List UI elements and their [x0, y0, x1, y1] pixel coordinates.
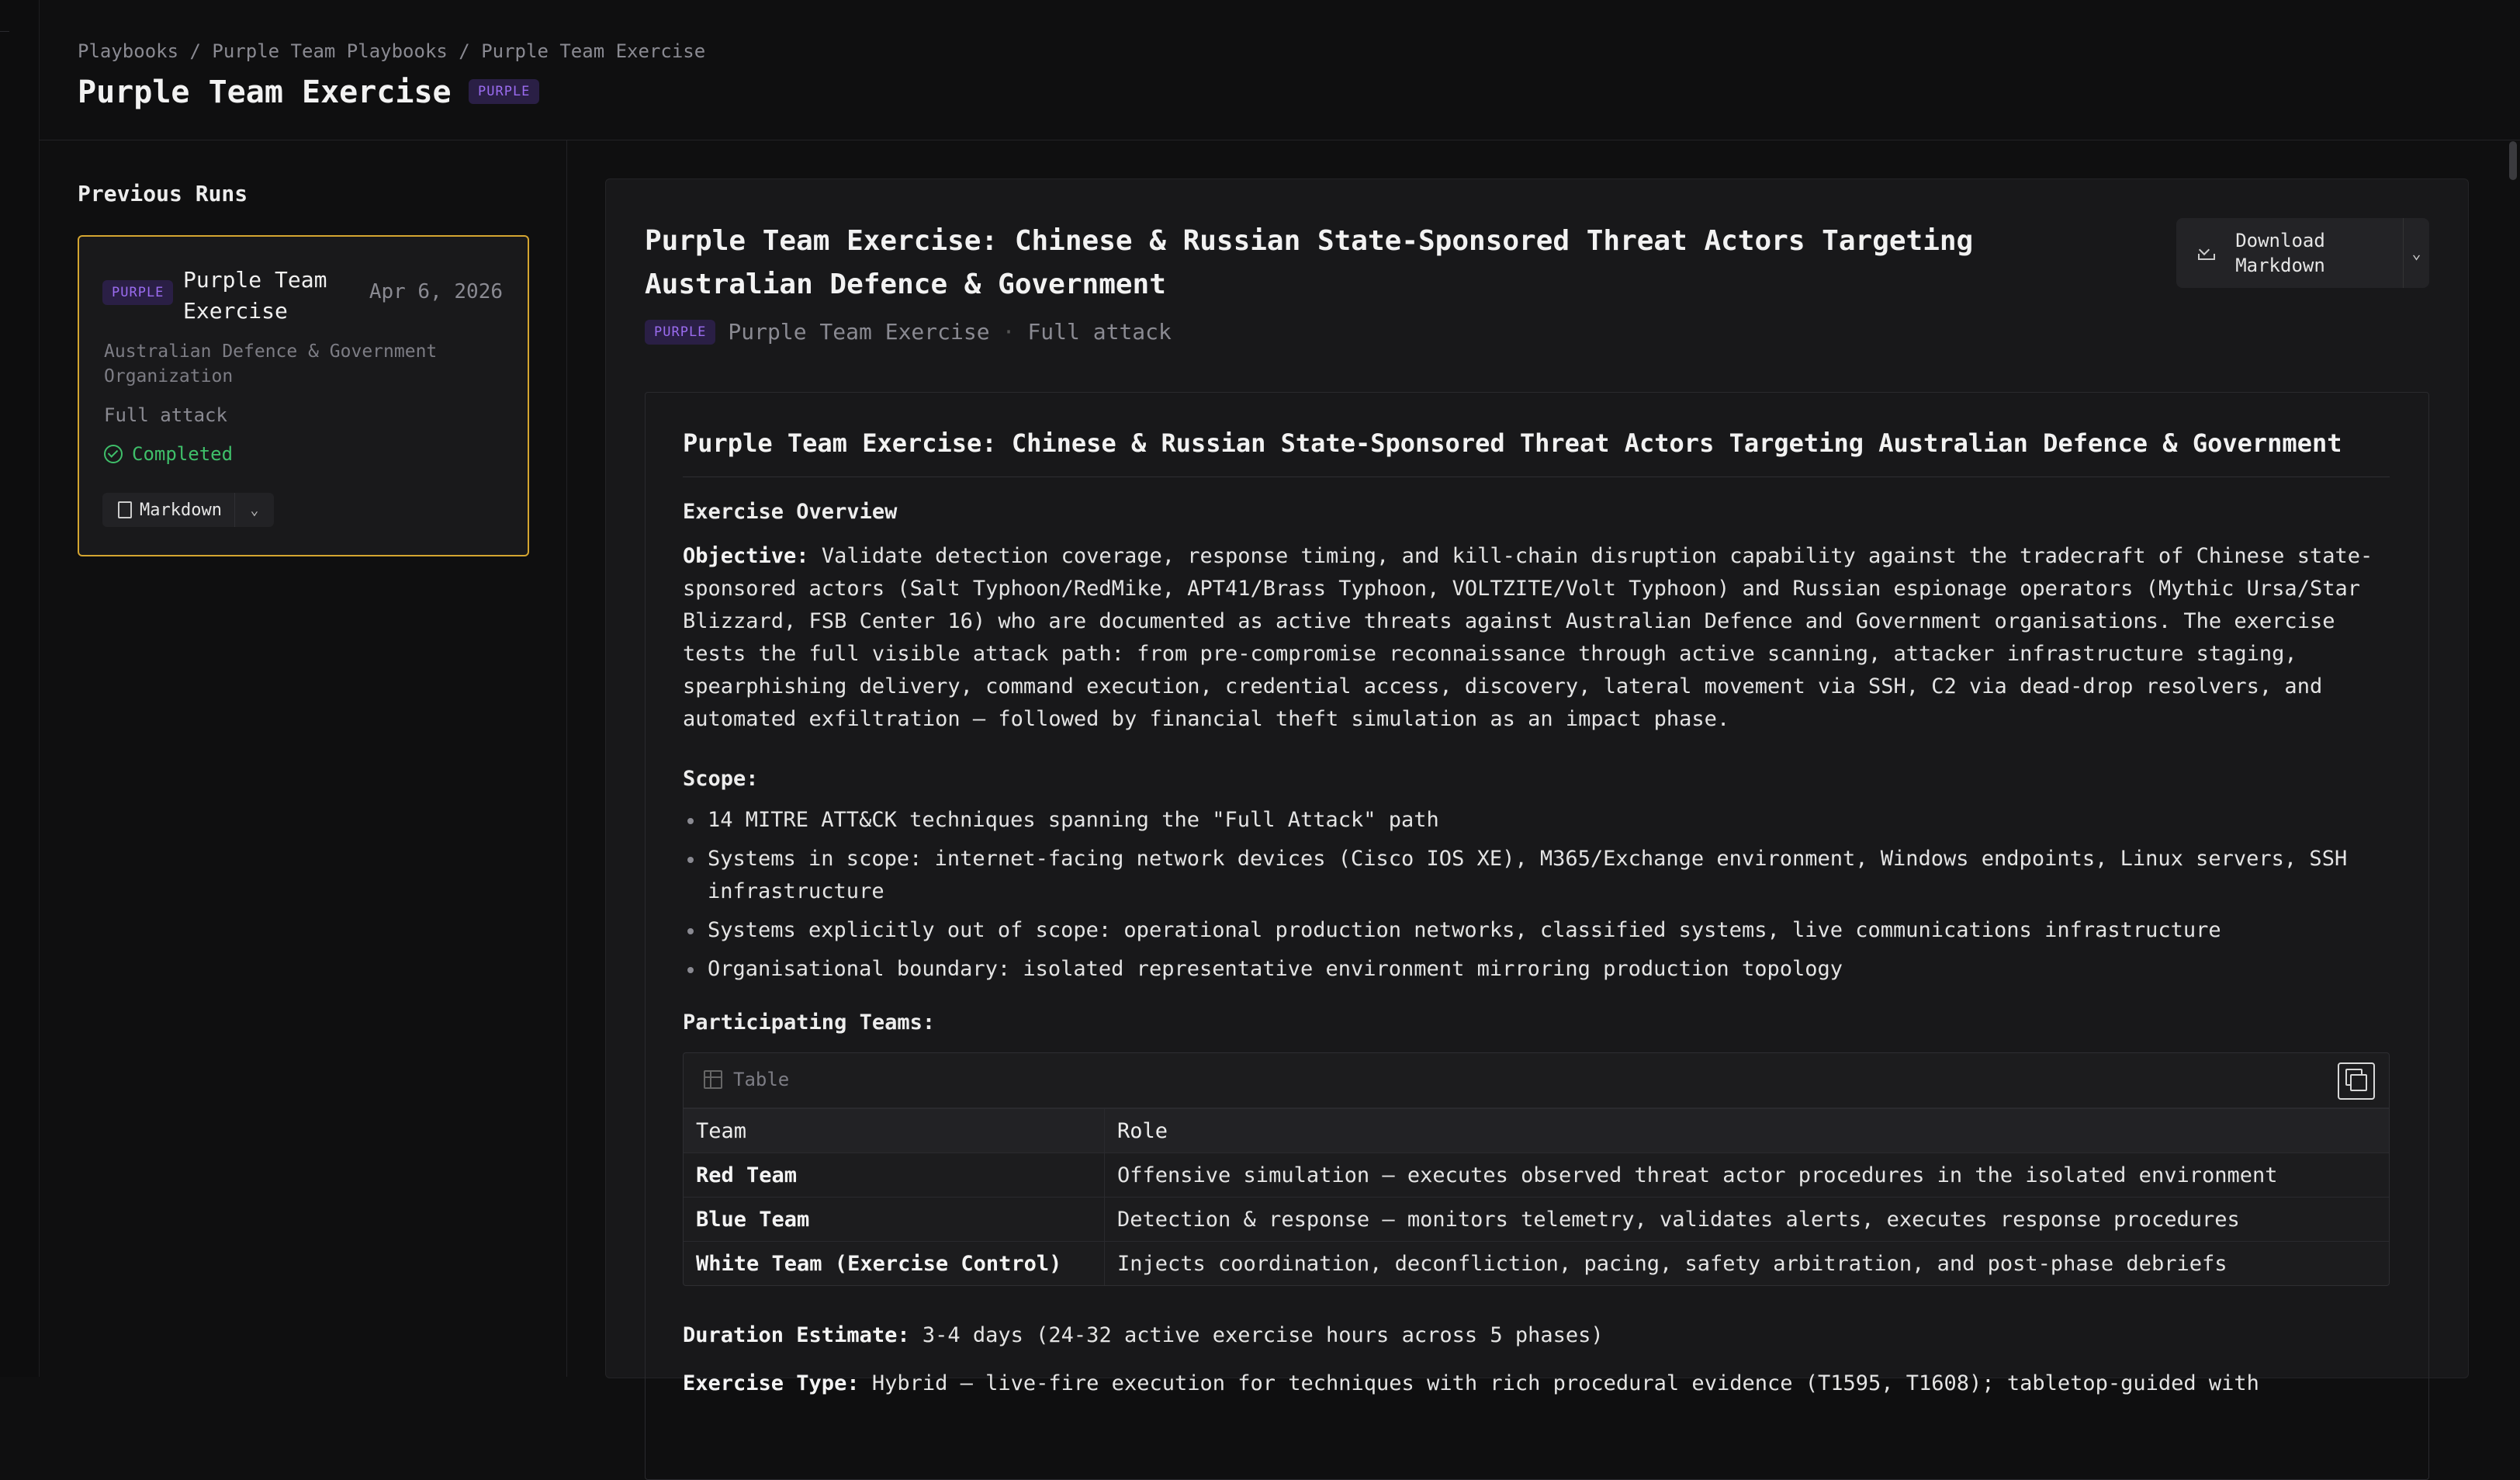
purple-badge: PURPLE [469, 79, 539, 104]
report-badge: PURPLE [645, 320, 715, 345]
run-status-label: Completed [132, 443, 234, 465]
previous-runs-sidebar [39, 140, 567, 1377]
table-row [684, 1153, 2389, 1198]
breadcrumb-playbooks[interactable]: Playbooks [78, 40, 179, 62]
meta-separator: · [1002, 319, 1016, 345]
objective-label: Objective: [683, 544, 809, 568]
report-meta-name: Purple Team Exercise [728, 319, 990, 345]
table-cell: Blue Team [684, 1198, 1105, 1242]
run-title: Purple Team Exercise [183, 267, 327, 324]
table-cell: Red Team [684, 1153, 1105, 1198]
markdown-split-button [102, 493, 274, 527]
list-item: Systems explicitly out of scope: operational production networks, classified systems, live communications infrastructure [683, 914, 2390, 947]
chevron-down-icon[interactable]: ⌄ [2411, 244, 2421, 262]
previous-runs-heading: Previous Runs [78, 181, 248, 206]
left-gutter [0, 0, 40, 1377]
table-cell: White Team (Exercise Control) [684, 1242, 1105, 1286]
check-circle-icon [104, 445, 123, 463]
duration-label: Duration Estimate: [683, 1323, 910, 1347]
report-title: Purple Team Exercise: Chinese & Russian State-Sponsored Threat Actors Targeting Australian Defence & Government [645, 225, 1974, 300]
download-markdown-label: Download Markdown [2235, 230, 2325, 276]
run-mode: Full attack [104, 404, 227, 426]
list-item: Systems in scope: internet-facing network devices (Cisco IOS XE), M365/Exchange environment, Windows endpoints, Linux servers, SSH infrastructure [683, 843, 2390, 908]
download-markdown-button[interactable] [2176, 218, 2404, 288]
page-header [39, 0, 2520, 140]
breadcrumb [78, 40, 705, 62]
exercise-type-paragraph [683, 1367, 2390, 1400]
breadcrumb-purple-team-playbooks[interactable]: Purple Team Playbooks [212, 40, 448, 62]
table-label [704, 1069, 789, 1090]
download-split-button [2176, 218, 2429, 288]
table-label-text: Table [733, 1069, 790, 1090]
exercise-type-text: Hybrid — live-fire execution for techniques with rich procedural evidence (T1595, T1608); tabletop-guided with [859, 1371, 2259, 1395]
table-cell: Detection & response — monitors telemetry, validates alerts, executes response procedures [1105, 1198, 2390, 1242]
breadcrumb-current: Purple Team Exercise [481, 40, 706, 62]
duration-paragraph [683, 1319, 2390, 1352]
column-header: Team [684, 1109, 1105, 1153]
table-row [684, 1198, 2389, 1242]
participating-teams-heading: Participating Teams: [683, 1010, 936, 1035]
teams-table [683, 1052, 2390, 1286]
table-row [684, 1242, 2389, 1286]
exercise-type-label: Exercise Type: [683, 1371, 860, 1395]
objective-text: Validate detection coverage, response timing, and kill-chain disruption capability against the tradecraft of Chinese state-sponsored actors (Salt Typhoon/RedMike, APT41/Brass Typhoon, VOLTZITE/Volt Typhoon) and Russian espionage operators (Mythic Ursa/Star Blizzard, FSB Center 16) who are documented as active threats against Australian Defence and Government organisations. The exercise tests the full visible attack path: from pre-compromise reconnaissance through active scanning, attacker infrastructure staging, spearphishing delivery, command execution, credential access, discovery, lateral movement via SSH, C2 via dead-drop resolvers, and automated exfiltration — followed by financial theft simulation as an impact phase. [683, 544, 2373, 731]
table [684, 1108, 2389, 1285]
scope-heading: Scope: [683, 767, 759, 791]
exercise-overview-heading: Exercise Overview [683, 500, 898, 524]
markdown-heading: Purple Team Exercise: Chinese & Russian State-Sponsored Threat Actors Targeting Australian Defence & Government [683, 428, 2390, 477]
run-organization: Australian Defence & Government Organization [104, 341, 438, 386]
list-item: 14 MITRE ATT&CK techniques spanning the "Full Attack" path [683, 804, 2390, 837]
table-toolbar [684, 1053, 2389, 1108]
column-header: Role [1105, 1109, 2390, 1153]
report-meta [645, 319, 1172, 345]
chevron-down-icon[interactable]: ⌄ [250, 501, 259, 518]
file-icon [118, 501, 132, 518]
breadcrumb-separator: / [459, 40, 482, 62]
report-panel [605, 179, 2469, 1395]
run-status [104, 443, 233, 465]
table-icon [704, 1070, 722, 1089]
run-badge: PURPLE [102, 280, 173, 305]
gutter-tick [0, 31, 9, 32]
objective-paragraph [683, 540, 2390, 736]
list-item: Organisational boundary: isolated representative environment mirroring production topology [683, 953, 2390, 986]
duration-text: 3-4 days (24-32 active exercise hours across 5 phases) [909, 1323, 1604, 1347]
scope-list [683, 804, 2390, 992]
copy-icon[interactable] [2338, 1062, 2375, 1100]
markdown-button[interactable] [102, 493, 235, 527]
page-title: Purple Team Exercise [78, 75, 452, 110]
markdown-button-label: Markdown [140, 500, 222, 520]
table-cell: Injects coordination, deconfliction, pacing, safety arbitration, and post-phase debriefs [1105, 1242, 2390, 1286]
run-card[interactable] [78, 235, 529, 556]
run-date: Apr 6, 2026 [369, 280, 503, 303]
breadcrumb-separator: / [189, 40, 213, 62]
download-icon [2198, 246, 2212, 260]
table-cell: Offensive simulation — executes observed threat actor procedures in the isolated environment [1105, 1153, 2390, 1198]
markdown-preview [645, 392, 2429, 1480]
page-scrollbar[interactable] [2509, 141, 2517, 180]
report-meta-mode: Full attack [1027, 319, 1172, 345]
table-header-row [684, 1109, 2389, 1153]
